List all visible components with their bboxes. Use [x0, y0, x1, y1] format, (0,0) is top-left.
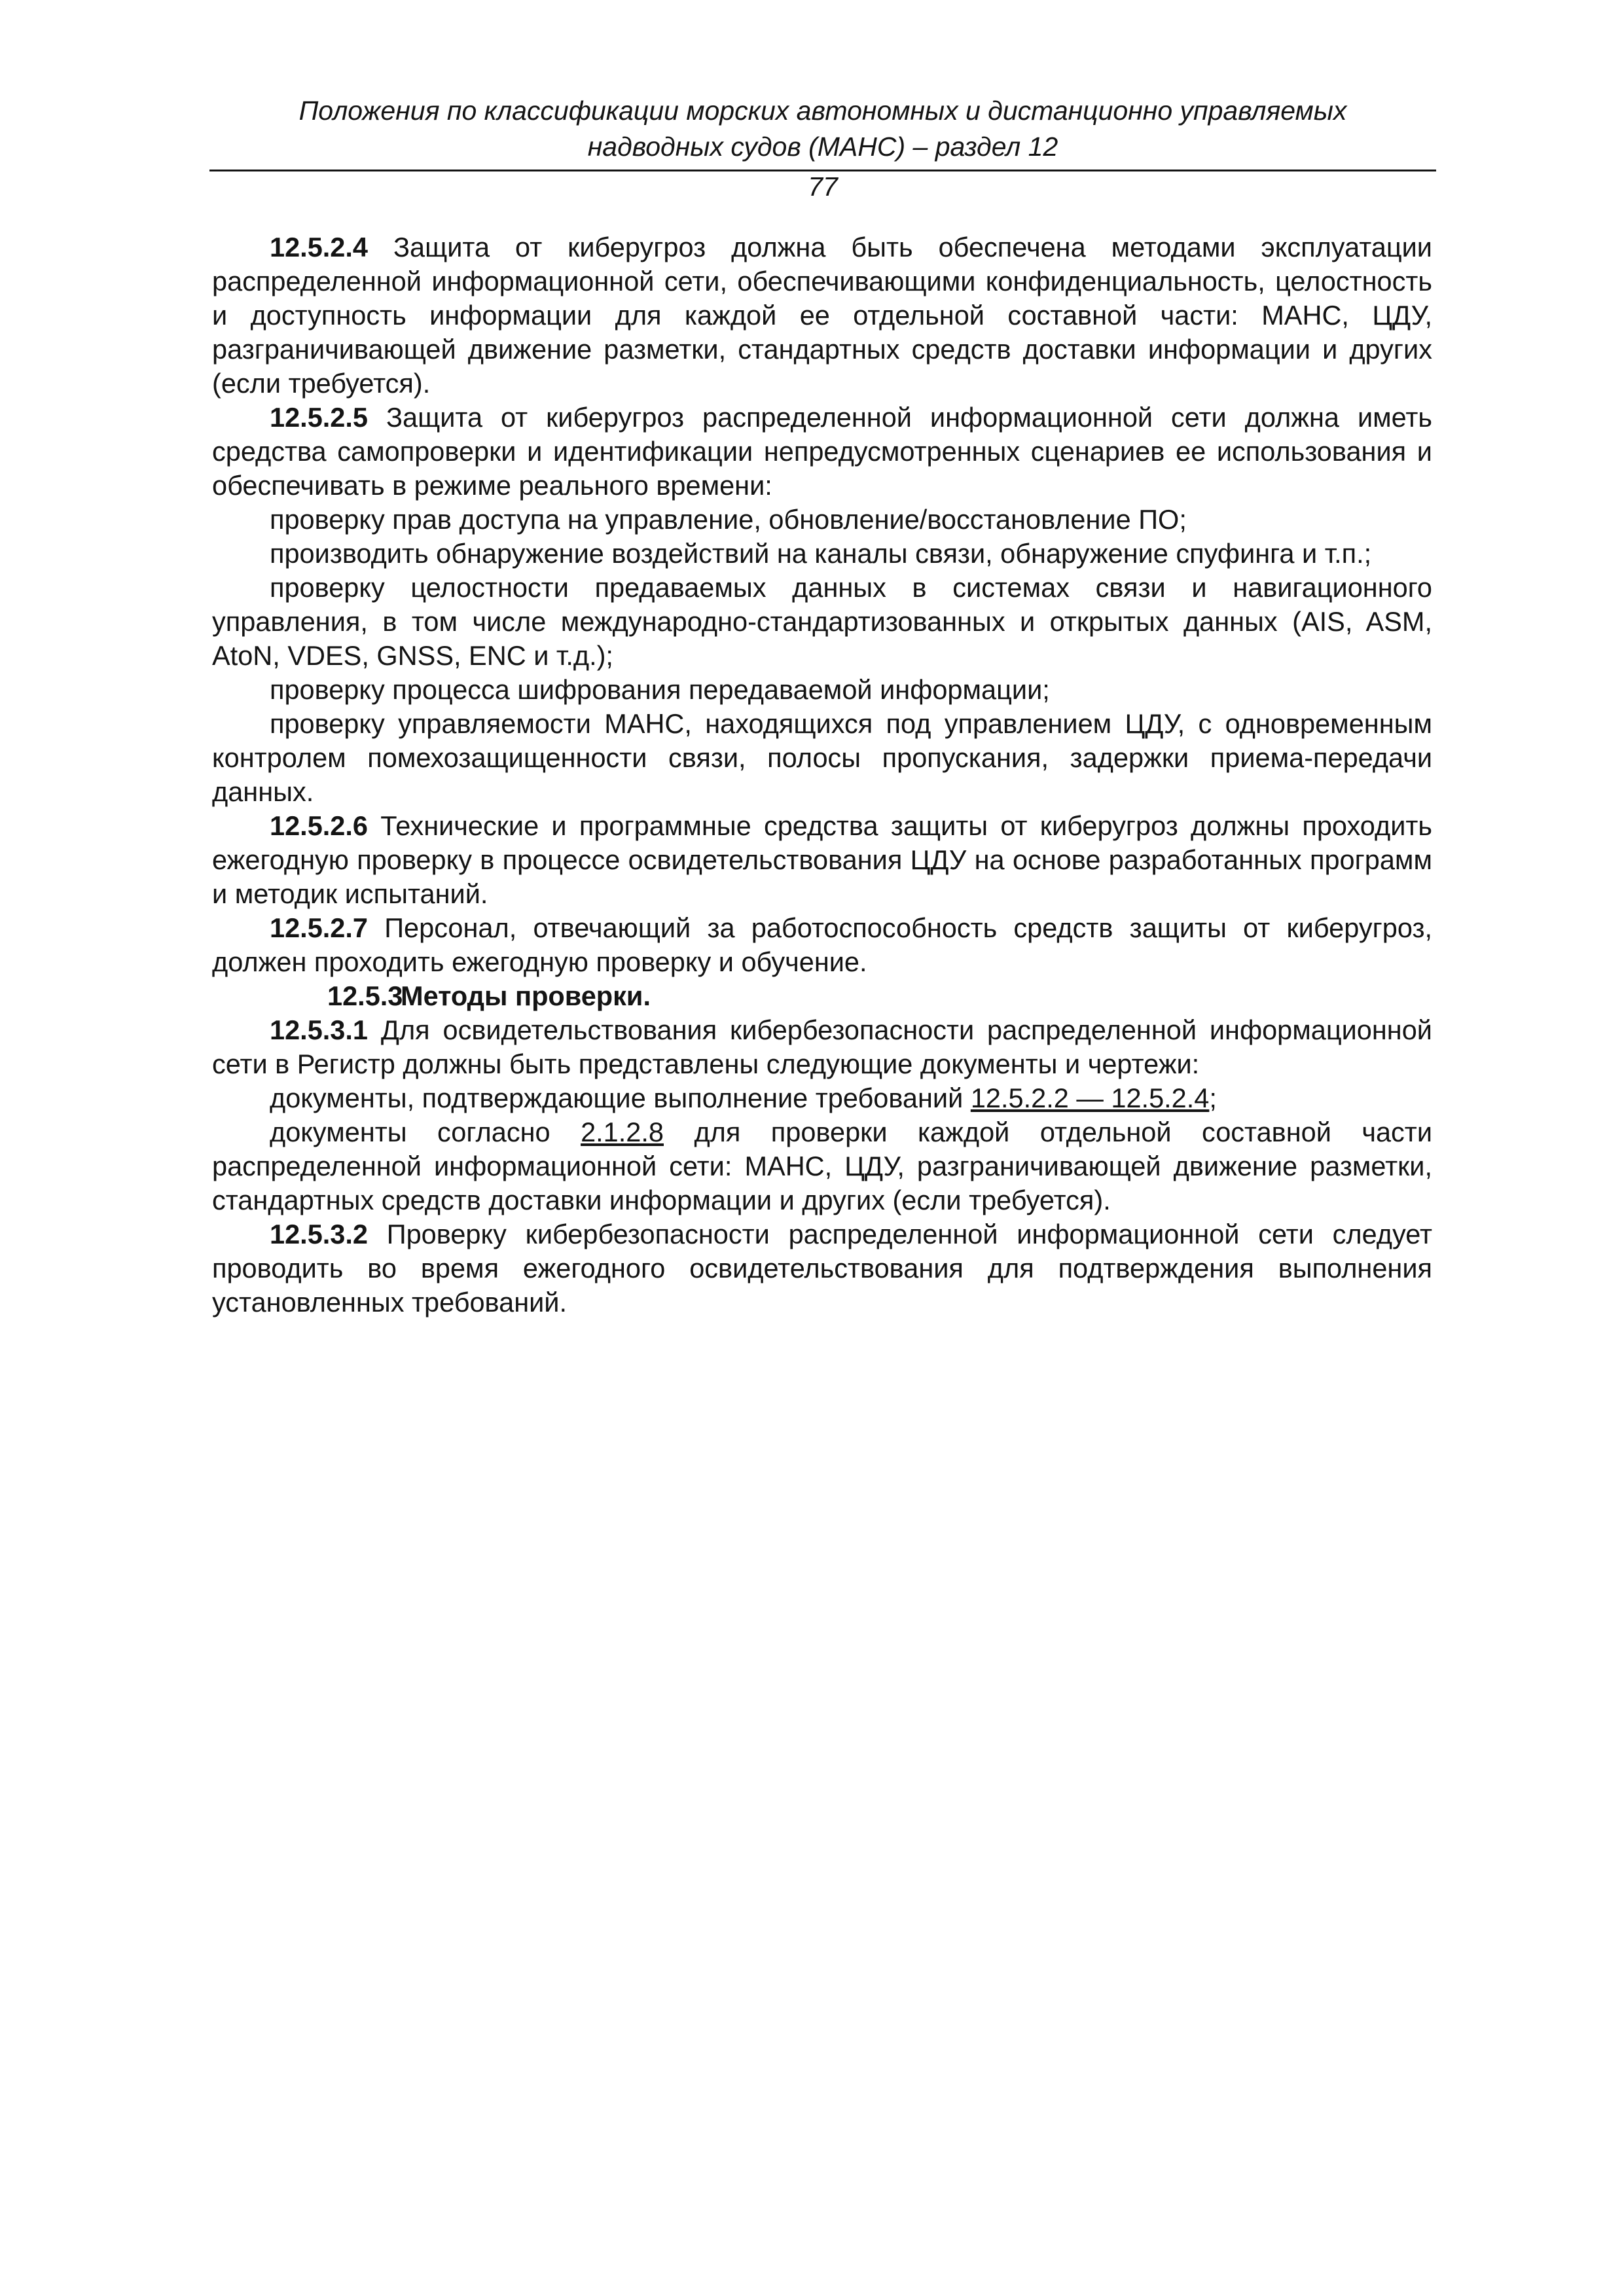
- cross-reference-link[interactable]: 2.1.2.8: [581, 1117, 664, 1147]
- paragraph-12-5-2-5: [212, 401, 1432, 503]
- section-number: 12.5.3: [327, 980, 403, 1011]
- list-item: проверку прав доступа на управление, обновление/восстановление ПО;: [270, 504, 1187, 535]
- page-number: 77: [808, 171, 838, 202]
- list-item: проверку целостности предаваемых данных в системах связи и навигационного управления, в том числе международно-стандартизованных и открытых данных (AIS, ASM, AtoN, VDES, GNSS, ENC и т.д.);: [212, 572, 1432, 671]
- list-item: проверку управляемости МАНС, находящихся под управлением ЦДУ, с одновременным контролем помехозащищенности связи, полосы пропускания, задержки приема-передачи данных.: [212, 708, 1432, 807]
- clause-number: 12.5.2.5: [270, 402, 368, 433]
- clause-number: 12.5.3.1: [270, 1014, 368, 1045]
- header-line-2: надводных судов (МАНС) – раздел 12: [587, 132, 1058, 162]
- paragraph-text: Технические и программные средства защиты от киберугроз должны проходить ежегодную проверку в процессе освидетельствования ЦДУ на основе разработанных программ и методик испытаний.: [212, 810, 1432, 909]
- paragraph-text: Защита от киберугроз должна быть обеспечена методами эксплуатации распределенной информационной сети, обеспечивающими конфиденциальность, целостность и доступность информации для каждой ее отдельной составной части: МАНС, ЦДУ, разграничивающей движение разметки, стандартных средств доставки информации и других (если требуется).: [212, 232, 1432, 399]
- list-item-text-end: ;: [1209, 1083, 1217, 1113]
- list-item-text: документы, подтверждающие выполнение требований: [270, 1083, 971, 1113]
- paragraph-text: Проверку кибербезопасности распределенной информационной сети следует проводить во время ежегодного освидетельствования для подтверждения выполнения установленных требований.: [212, 1219, 1432, 1318]
- clause-number: 12.5.2.4: [270, 232, 368, 262]
- list-item-text: документы согласно: [270, 1117, 581, 1147]
- section-heading-12-5-3: [212, 979, 1432, 1013]
- list-item: производить обнаружение воздействий на каналы связи, обнаружение спуфинга и т.п.;: [270, 538, 1372, 569]
- list-item: [212, 1081, 1432, 1115]
- clause-number: 12.5.2.7: [270, 912, 368, 943]
- list-item: проверку процесса шифрования передаваемой информации;: [270, 674, 1050, 705]
- section-title: Методы проверки.: [401, 980, 651, 1011]
- header-line-1: Положения по классификации морских автономных и дистанционно управляемых: [298, 96, 1347, 126]
- document-body: [212, 230, 1432, 1319]
- list-item-text-end: для проверки каждой отдельной составной части распределенной информационной сети: МАНС, ЦДУ, разграничивающей движение разметки, стандартных средств доставки информации и других (если требуется).: [212, 1117, 1433, 1215]
- paragraph-text: Персонал, отвечающий за работоспособность средств защиты от киберугроз, должен проходить ежегодную проверку и обучение.: [212, 912, 1432, 977]
- clause-number: 12.5.2.6: [270, 810, 368, 841]
- paragraph-12-5-2-7: [212, 911, 1432, 979]
- clause-number: 12.5.3.2: [270, 1219, 368, 1249]
- paragraph-text: Для освидетельствования кибербезопасности распределенной информационной сети в Регистр должны быть представлены следующие документы и чертежи:: [212, 1014, 1432, 1079]
- paragraph-12-5-3-2: [212, 1217, 1432, 1319]
- paragraph-12-5-2-6: [212, 809, 1432, 911]
- paragraph-text: Защита от киберугроз распределенной информационной сети должна иметь средства самопроверки и идентификации непредусмотренных сценариев ее использования и обеспечивать в режиме реального времени:: [212, 402, 1432, 501]
- paragraph-12-5-3-1: [212, 1013, 1432, 1081]
- cross-reference-link[interactable]: 12.5.2.2 — 12.5.2.4: [970, 1083, 1210, 1113]
- paragraph-12-5-2-4: [212, 230, 1432, 401]
- running-header: [209, 93, 1436, 165]
- list-item: [212, 1115, 1432, 1217]
